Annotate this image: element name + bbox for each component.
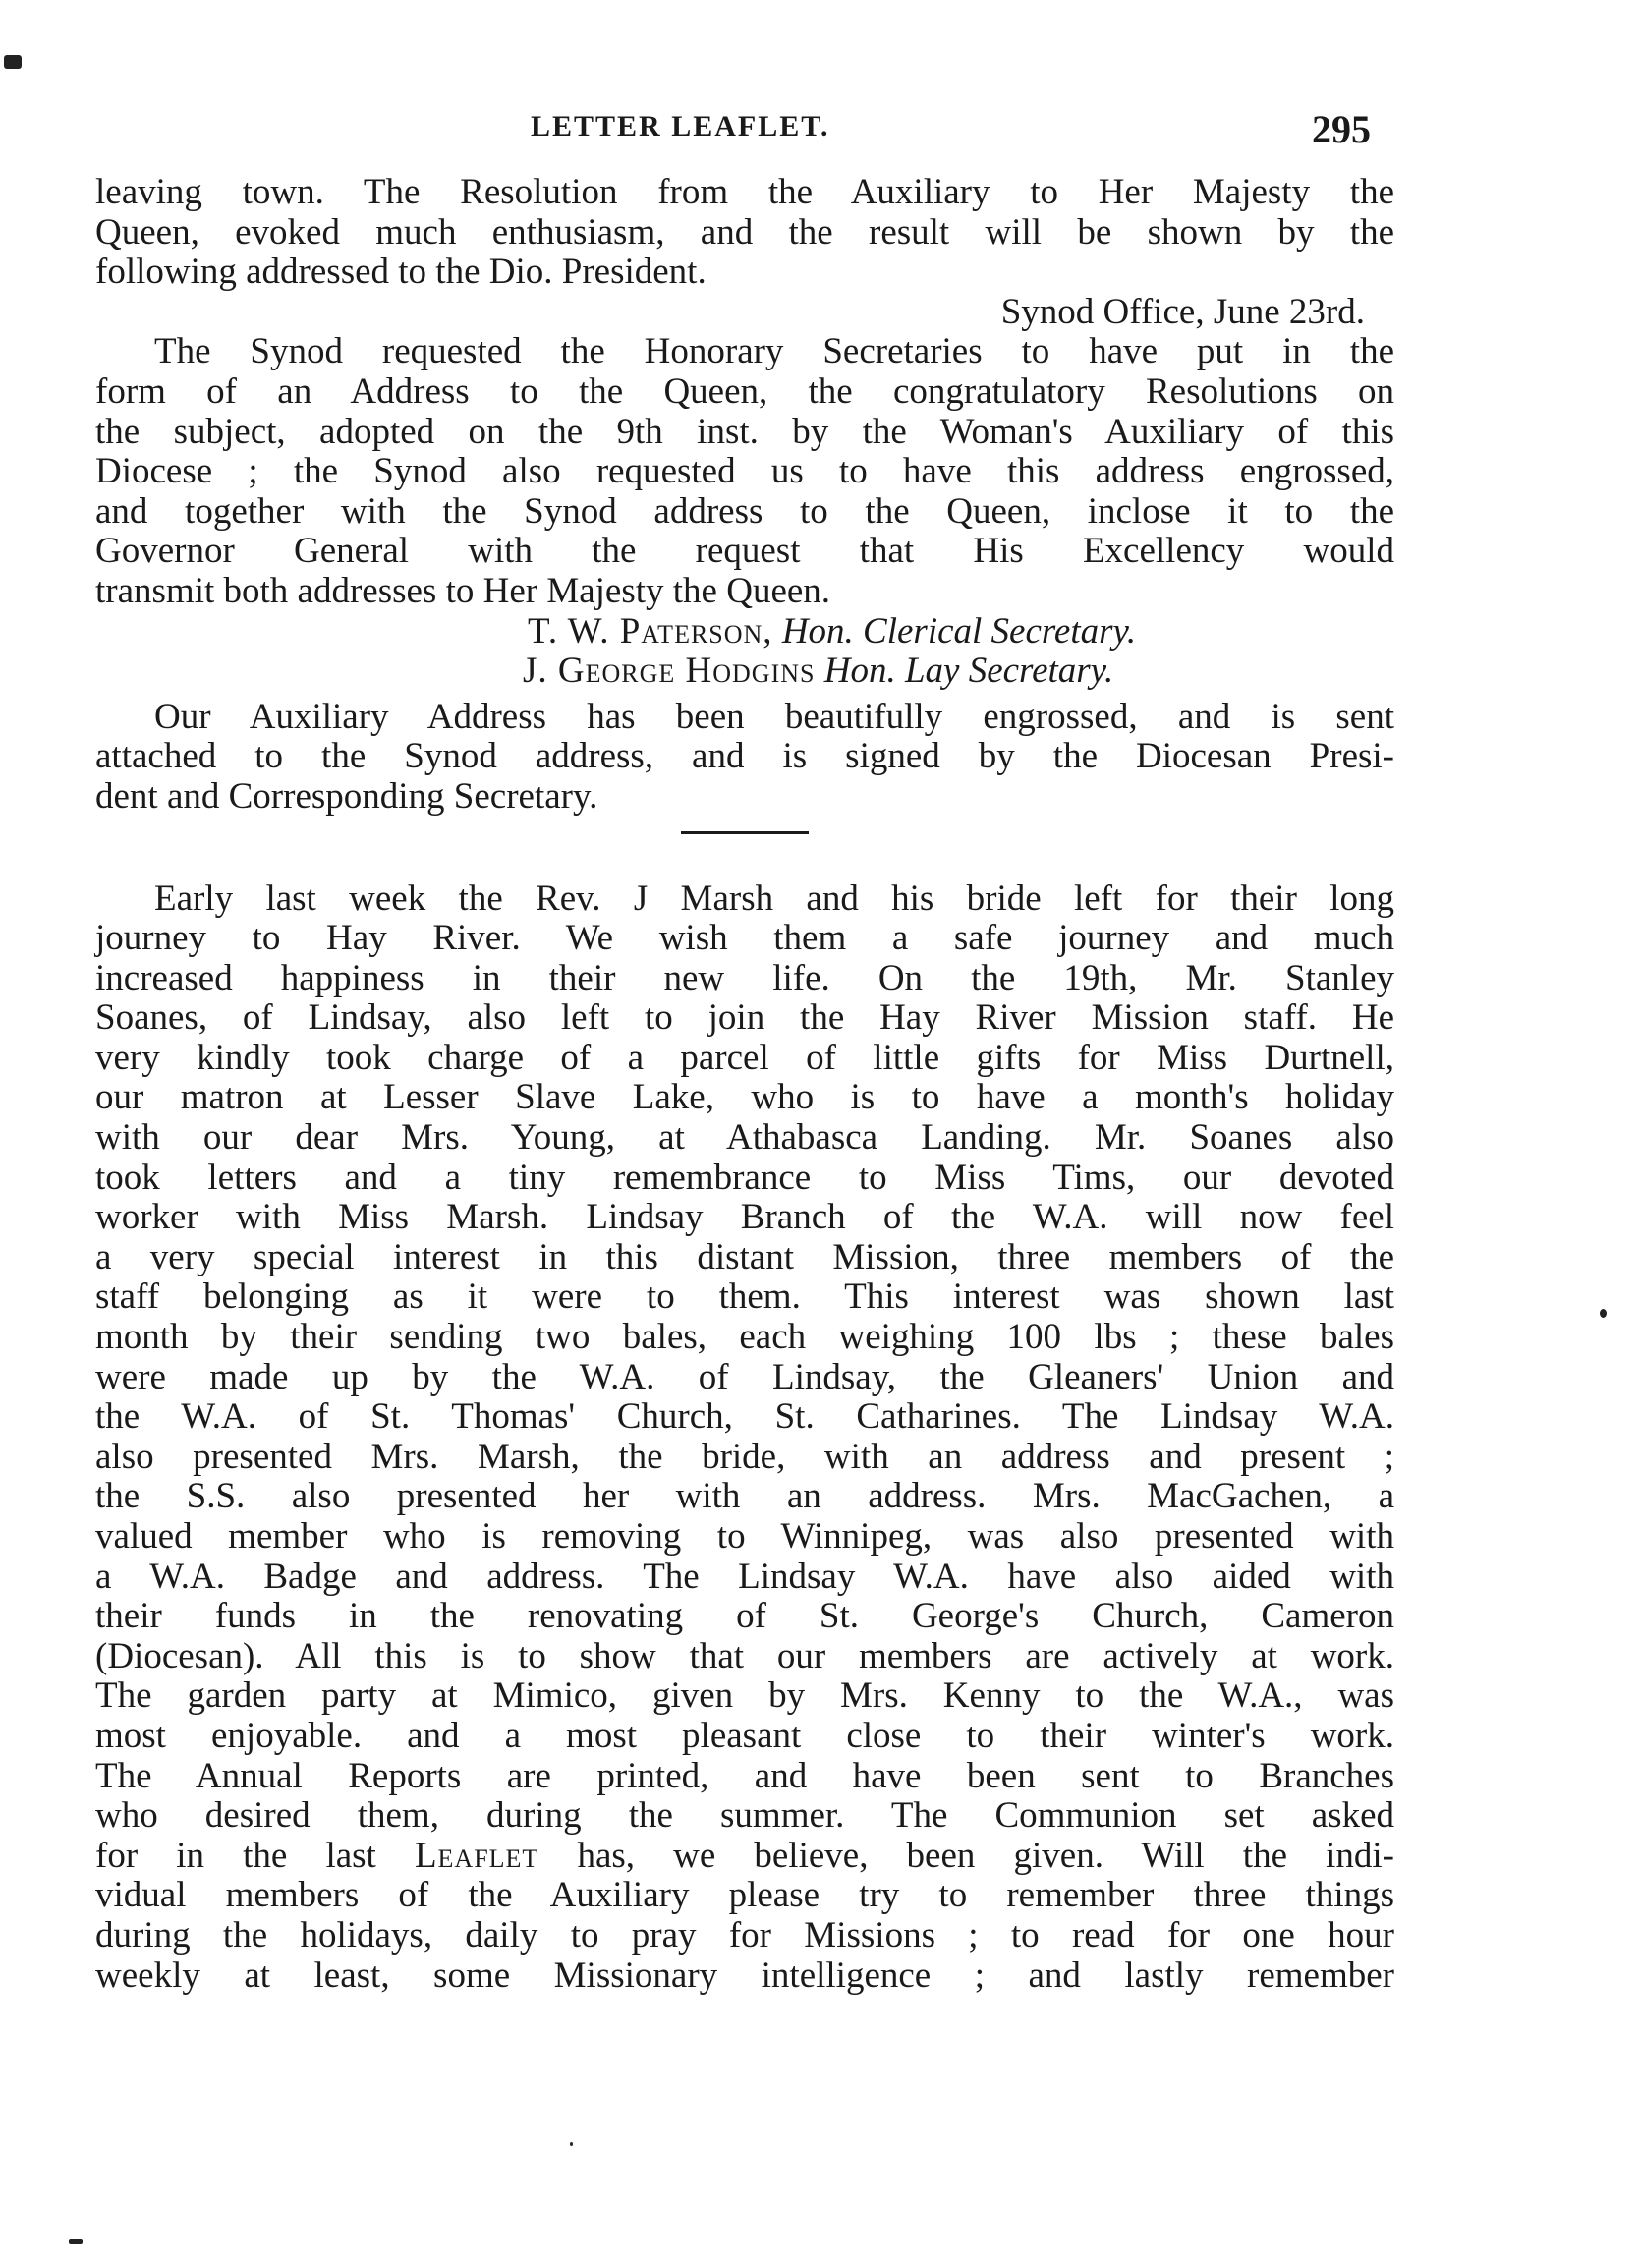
text-fragment: for in the last	[95, 1835, 376, 1876]
text-line: Soanes, of Lindsay, also left to join the Hay River Mission staff. He	[95, 997, 1394, 1039]
text-line: Diocese ; the Synod also requested us to have this address engrossed,	[95, 451, 1394, 492]
text-line: transmit both addresses to Her Majesty the Queen.	[95, 570, 831, 611]
text-line: month by their sending two bales, each weighing 100 lbs ; these bales	[95, 1317, 1394, 1358]
text-fragment: has, we believe, been given. Will the indi-	[577, 1835, 1394, 1876]
leaflet-small-caps: Leaflet	[414, 1835, 539, 1876]
text-line: most enjoyable. and a most pleasant close to their winter's work.	[95, 1715, 1394, 1756]
text-line: leaving town. The Resolution from the Auxiliary to Her Majesty the	[95, 172, 1394, 212]
text-line: (Diocesan). All this is to show that our members are actively at work.	[95, 1635, 1394, 1676]
text-line: weekly at least, some Missionary intelligence ; and lastly remember	[95, 1955, 1394, 1996]
text-line: our matron at Lesser Slave Lake, who is to have a month's holiday	[95, 1077, 1394, 1118]
signatory-title: Hon. Clerical Secretary.	[781, 610, 1137, 652]
text-line: vidual members of the Auxiliary please try to remember three things	[95, 1875, 1394, 1916]
text-line: Governor General with the request that His Excellency would	[95, 531, 1394, 572]
text-line: also presented Mrs. Marsh, the bride, with an address and present ;	[95, 1436, 1394, 1477]
page-body	[95, 173, 1394, 1996]
signatory-name: T. W. Paterson,	[528, 610, 773, 652]
text-line: their funds in the renovating of St. George's Church, Cameron	[95, 1596, 1394, 1637]
running-title: LETTER LEAFLET.	[531, 110, 830, 142]
text-line: took letters and a tiny remembrance to Miss Tims, our devoted	[95, 1157, 1394, 1198]
text-line: and together with the Synod address to the Queen, inclose it to the	[95, 490, 1394, 532]
text-line: the S.S. also presented her with an address. Mrs. MacGachen, a	[95, 1476, 1394, 1517]
text-line: the W.A. of St. Thomas' Church, St. Catharines. The Lindsay W.A.	[95, 1396, 1394, 1438]
text-line: The Synod requested the Honorary Secretaries to have put in the	[154, 331, 1394, 372]
text-line: valued member who is removing to Winnipeg, was also presented with	[95, 1516, 1394, 1557]
signature-lay	[95, 652, 1394, 692]
text-line: The Annual Reports are printed, and have been sent to Branches	[95, 1755, 1394, 1796]
text-line: attached to the Synod address, and is signed by the Diocesan Presi-	[95, 736, 1394, 777]
text-line: with our dear Mrs. Young, at Athabasca Landing. Mr. Soanes also	[95, 1117, 1394, 1159]
scan-speck	[570, 2142, 573, 2146]
text-line: staff belonging as it were to them. This interest was shown last	[95, 1276, 1394, 1318]
text-line: the subject, adopted on the 9th inst. by the Woman's Auxiliary of this	[95, 411, 1394, 452]
text-line: following addressed to the Dio. President.	[95, 252, 707, 293]
text-line: a very special interest in this distant Mission, three members of the	[95, 1236, 1394, 1277]
text-line: The garden party at Mimico, given by Mrs. Kenny to the W.A., was	[95, 1675, 1394, 1717]
scan-speck	[69, 2239, 83, 2244]
text-line: were made up by the W.A. of Lindsay, the Gleaners' Union and	[95, 1356, 1394, 1397]
signature-clerical	[95, 612, 1394, 652]
dateline: Synod Office, June 23rd.	[1000, 291, 1365, 332]
text-line-leaflet-reference	[95, 1837, 1394, 1877]
section-divider	[681, 831, 809, 834]
scan-speck	[1600, 1309, 1607, 1318]
signatory-title: Hon. Lay Secretary.	[823, 651, 1114, 692]
text-line: journey to Hay River. We wish them a safe journey and much	[95, 918, 1394, 959]
text-line: Our Auxiliary Address has been beautifully engrossed, and is sent	[154, 696, 1394, 737]
text-line: increased happiness in their new life. On the 19th, Mr. Stanley	[95, 957, 1394, 998]
text-line: very kindly took charge of a parcel of little gifts for Miss Durtnell,	[95, 1037, 1394, 1078]
text-line: form of an Address to the Queen, the congratulatory Resolutions on	[95, 370, 1394, 412]
page-number: 295	[1312, 107, 1371, 151]
text-line: Early last week the Rev. J Marsh and his bride left for their long	[154, 878, 1394, 919]
text-line: Queen, evoked much enthusiasm, and the result will be shown by the	[95, 211, 1394, 253]
text-line: during the holidays, daily to pray for Missions ; to read for one hour	[95, 1914, 1394, 1956]
text-line: dent and Corresponding Secretary.	[95, 775, 598, 817]
signatory-name: J. George Hodgins	[523, 651, 816, 692]
running-header	[0, 106, 1640, 149]
text-line: who desired them, during the summer. The Communion set asked	[95, 1795, 1394, 1837]
text-line: a W.A. Badge and address. The Lindsay W.A. have also aided with	[95, 1556, 1394, 1597]
scan-speck	[4, 55, 22, 69]
text-line: worker with Miss Marsh. Lindsay Branch of the W.A. will now feel	[95, 1197, 1394, 1238]
